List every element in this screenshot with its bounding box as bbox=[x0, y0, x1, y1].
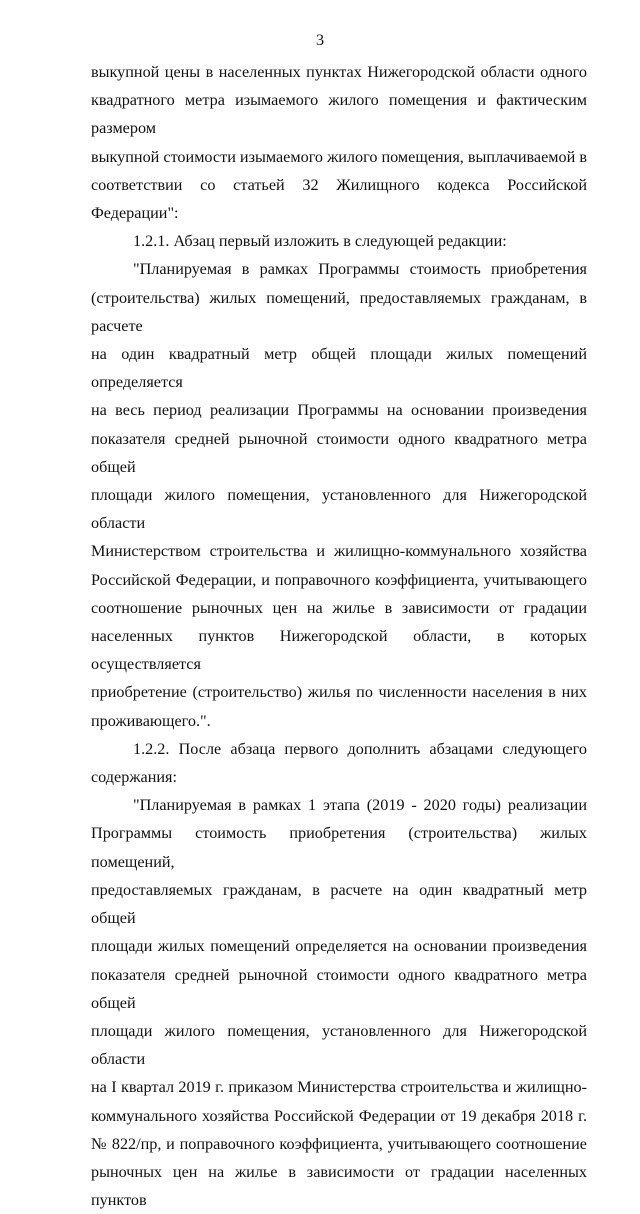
text-line: Министерством строительства и жилищно-коммунального хозяйства bbox=[91, 542, 587, 561]
text-line: квадратного метра изымаемого жилого помещения и фактическим размером bbox=[91, 91, 587, 138]
text-line: выкупной стоимости изымаемого жилого помещения, выплачиваемой в bbox=[91, 147, 587, 166]
paragraph bbox=[91, 58, 587, 227]
text-line: на I квартал 2019 г. приказом Министерства строительства и жилищно- bbox=[91, 1078, 587, 1097]
text-line: выкупной цены в населенных пунктах Нижегородской области одного bbox=[91, 63, 587, 81]
page-number: 3 bbox=[315, 31, 325, 49]
text-line: показателя средней рыночной стоимости одного квадратного метра общей bbox=[91, 965, 587, 1012]
paragraph bbox=[91, 227, 587, 255]
text-line: на весь период реализации Программы на основании произведения bbox=[91, 401, 587, 420]
text-line: (строительства) жилых помещений, предоставляемых гражданам, в расчете bbox=[91, 288, 587, 335]
paragraph bbox=[91, 255, 587, 734]
text-line: на один квадратный метр общей площади жилых помещений определяется bbox=[91, 345, 587, 392]
paragraph bbox=[91, 791, 587, 1214]
text-line: рыночных цен на жилье в зависимости от градации населенных пунктов bbox=[91, 1162, 587, 1210]
text-line: площади жилых помещений определяется на основании произведения bbox=[91, 937, 587, 956]
text-line: соотношение рыночных цен на жилье в зависимости от градации bbox=[91, 598, 587, 617]
text-line: населенных пунктов Нижегородской области, в которых осуществляется bbox=[91, 627, 587, 674]
text-line: 1.2.1. Абзац первый изложить в следующей редакции: bbox=[133, 232, 507, 251]
text-line: площади жилого помещения, установленного для Нижегородской области bbox=[91, 486, 587, 533]
text-line: Российской Федерации, и поправочного коэффициента, учитывающего bbox=[91, 570, 587, 589]
text-line: коммунального хозяйства Российской Федерации от 19 декабря 2018 г. bbox=[91, 1106, 587, 1125]
text-line: показателя средней рыночной стоимости одного квадратного метра общей bbox=[91, 429, 587, 476]
text-line: "Планируемая в рамках 1 этапа (2019 - 2020 годы) реализации bbox=[133, 796, 587, 815]
text-line: "Планируемая в рамках Программы стоимость приобретения bbox=[133, 260, 587, 279]
text-line: содержания: bbox=[91, 768, 177, 787]
text-line: Программы стоимость приобретения (строительства) жилых помещений, bbox=[91, 824, 587, 871]
text-line: площади жилого помещения, установленного для Нижегородской области bbox=[91, 1021, 587, 1069]
text-line: № 822/пр, и поправочного коэффициента, учитывающего соотношение bbox=[91, 1134, 587, 1153]
text-line: приобретение (строительство) жилья по численности населения в них bbox=[91, 683, 587, 702]
text-line: соответствии со статьей 32 Жилищного кодекса Российской Федерации": bbox=[91, 175, 587, 223]
text-line: проживающего.". bbox=[91, 711, 211, 730]
text-line: предоставляемых гражданам, в расчете на один квадратный метр общей bbox=[91, 880, 587, 928]
text-line: 1.2.2. После абзаца первого дополнить абзацами следующего bbox=[133, 739, 587, 758]
body-text bbox=[91, 58, 587, 1214]
paragraph bbox=[91, 735, 587, 791]
